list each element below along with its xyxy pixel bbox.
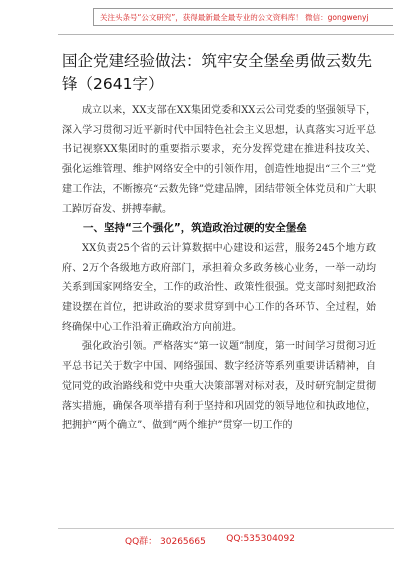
paragraph-section-1: XX负责25个省的云计算数据中心建设和运营，服务245个地方政府、2万个各级地方政府部门，承担着众多政务核心业务，一举一动均关系到国家网络安全，工作的政治性、政策性很强。党支部时刻把政治建设摆在首位，把讲政治的要求贯穿到中心工作的各环节、全过程，始终确保中心工作沿着正确政治方向前进。	[62, 242, 376, 333]
top-banner	[93, 8, 393, 26]
header-divider	[58, 34, 394, 35]
document-title: 国企党建经验做法：筑牢安全堡垒勇做云数先锋（2641字）	[62, 52, 373, 93]
paragraph-intro: 成立以来，XX支部在XX集团党委和XX云公司党委的坚强领导下，深入学习贯彻习近平新时代中国特色社会主义思想，认真落实习近平总书记视察XX集团时的重要指示要求，充分发挥党建在推进科技攻关、强化运维管理、维护网络安全中的引领作用，创造性地提出“三个三”党建工作法，不断擦亮“云数先锋”党建品牌，团结带领全体党员和广大职工踔厉奋发、拼搏奉献。	[62, 105, 376, 215]
footer-divider	[58, 528, 394, 529]
footer-qq: QQ:535304092	[226, 534, 295, 544]
footer-qq-group: QQ群： 30265665	[125, 537, 206, 547]
banner-text: 关注头条号“公文研究”，获得最新最全最专业的公文资料库！ 微信：gongwenyj	[100, 12, 369, 22]
footer	[125, 534, 295, 547]
paragraph-section-2: 强化政治引领。严格落实“第一议题”制度，第一时间学习贯彻习近平总书记关于数字中国、网络强国、数字经济等系列重要讲话精神，自觉同党的政治路线和党中央重大决策部署对标对表，及时研究制定贯彻落实措施，确保各项举措有利于坚持和巩固党的领导地位和执政地位，把拥护“两个确立”、做到“两个维护”贯穿一切工作的	[62, 341, 376, 432]
section-heading: 一、坚持“三个强化”，筑造政治过硬的安全堡垒	[83, 222, 307, 235]
document-body	[62, 101, 376, 436]
